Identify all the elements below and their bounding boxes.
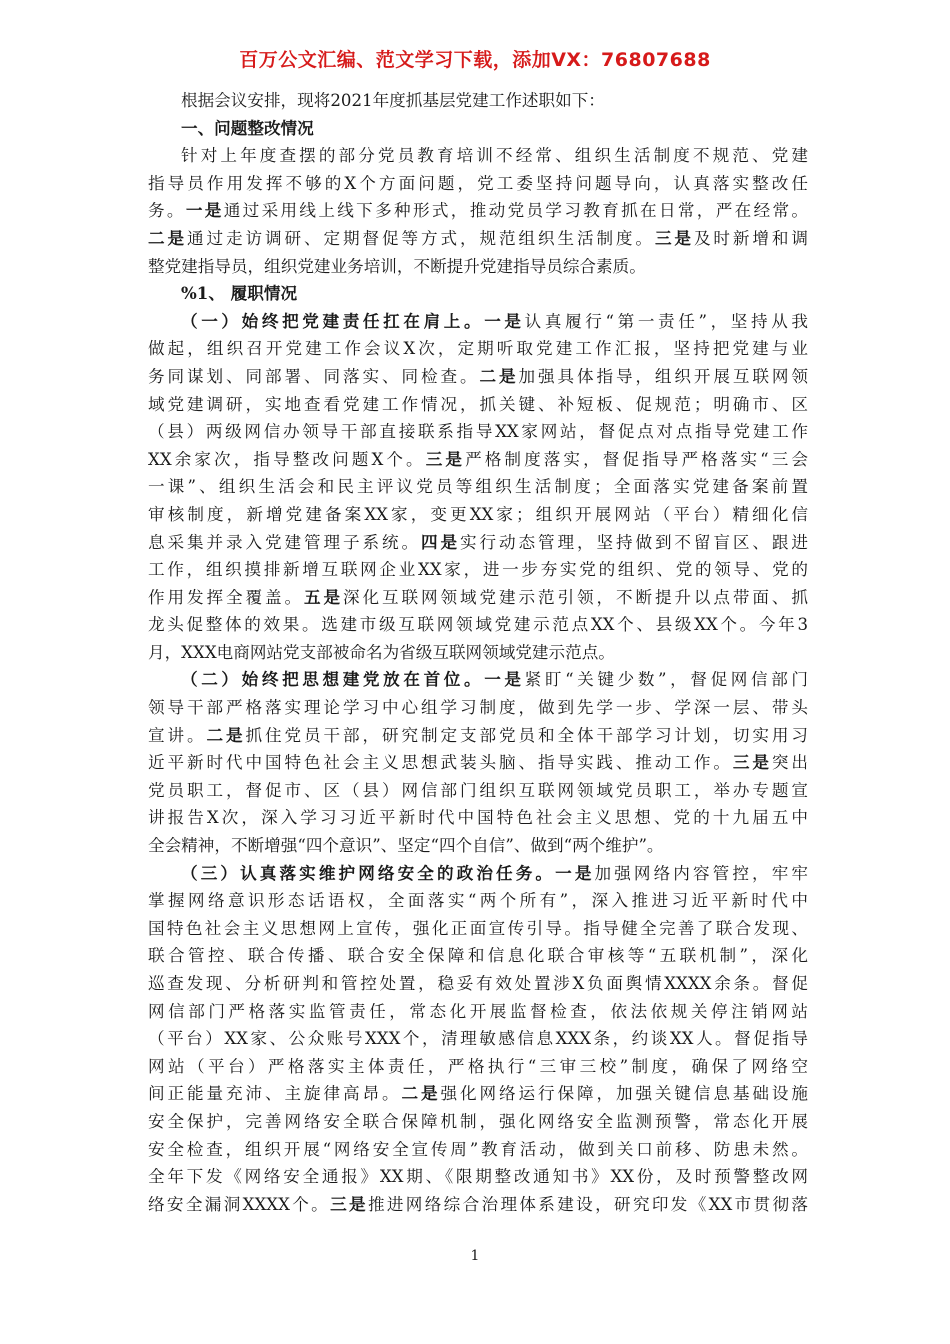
text-line	[148, 115, 808, 143]
text-span: 突出	[771, 753, 808, 773]
text-span: 近平新时代中国特色社会主义思想武装头脑、指导实践、推动工作。	[148, 753, 733, 773]
text-span: 间正能量充沛、主旋律高昂。	[148, 1084, 402, 1104]
text-span: 领导干部严格落实理论学习中心组学习制度，做到先学一步、学深一层、带头	[148, 698, 808, 718]
bold-text: 一、问题整改情况	[181, 117, 314, 138]
text-span: 工作，组织摸排新增互联网企业XX家，进一步夯实党的组织、党的领导、党的	[148, 560, 808, 580]
bold-text: 一是	[484, 669, 525, 690]
text-span: 一课”、组织生活会和民主评议党员等组织生活制度；全面落实党建备案前置	[148, 477, 808, 497]
text-line	[148, 1025, 808, 1053]
text-span: 作用发挥全覆盖。	[148, 587, 304, 607]
bold-text: 三是	[732, 752, 772, 773]
text-span: 龙头促整体的效果。选建市级互联网领域党建示范点XX个、县级XX个。今年3	[148, 615, 808, 635]
text-span: 审核制度，新增党建备案XX家，变更XX家；组织开展网站（平台）精细化信	[148, 504, 808, 524]
text-line	[148, 1080, 808, 1108]
text-span: 严格制度落实，督促指导严格落实“三会	[465, 449, 808, 469]
text-line	[148, 87, 808, 115]
bold-text: 三是	[330, 1193, 368, 1214]
text-line	[148, 1053, 808, 1081]
text-span: 域党建调研，实地查看党建工作情况，抓关键、补短板、促规范；明确市、区	[148, 394, 808, 414]
text-line	[148, 142, 808, 170]
text-span: 加强具体指导，组织开展互联网领	[518, 366, 808, 386]
text-span: 指导员作用发挥不够的X个方面问题，党工委坚持问题导向，认真落实整改任	[148, 173, 808, 193]
text-line	[148, 1163, 808, 1191]
text-span: 络安全漏洞XXXX个。	[148, 1194, 331, 1214]
bold-text: %1、 履职情况	[181, 283, 298, 304]
text-line	[148, 501, 808, 529]
text-span: （平台）XX家、公众账号XXX个，清理敏感信息XXX条，约谈XX人。督促指导	[148, 1029, 808, 1049]
text-span: 月，XXX电商网站党支部被命名为省级互联网领域党建示范点。	[148, 642, 615, 662]
text-span: 实行动态管理，坚持做到不留盲区、跟进	[459, 532, 808, 552]
text-line	[148, 363, 808, 391]
text-span: 党员职工，督促市、区（县）网信部门组织互联网领域党员职工，举办专题宣	[148, 780, 808, 800]
text-span: 通过走访调研、定期督促等方式，规范组织生活制度。	[187, 228, 655, 248]
text-span: 及时新增和调	[693, 228, 808, 248]
text-span: （县）两级网信办领导干部直接联系指导XX家网站，督促点对点指导党建工作	[148, 422, 808, 442]
text-span: 掌握网络意识形态话语权，全面落实“两个所有”，深入推进习近平新时代中	[148, 891, 808, 911]
text-line	[148, 308, 808, 336]
text-span: 认真履行“第一责任”，坚持从我	[524, 311, 808, 331]
bold-text: 一是	[185, 200, 224, 221]
text-span: 网信部门严格落实监管责任，常态化开展监督检查，依法依规关停注销网站	[148, 1001, 808, 1021]
text-line	[148, 225, 808, 253]
bold-text: 一是	[555, 862, 595, 883]
document-body	[148, 87, 808, 1218]
text-span: 针对上年度查摆的部分党员教育培训不经常、组织生活制度不规范、党建	[181, 146, 808, 166]
page-number: 1	[470, 1248, 480, 1264]
text-line	[148, 777, 808, 805]
text-span: XX余家次，指导整改问题X个。	[148, 449, 426, 469]
text-span: 紧盯“关键少数”，督促网信部门	[524, 670, 808, 690]
text-span: 深化互联网领域党建示范引领，不断提升以点带面、抓	[342, 587, 808, 607]
text-line	[148, 556, 808, 584]
bold-text: （二）始终把思想建党放在首位。	[181, 669, 485, 690]
text-line	[148, 749, 808, 777]
text-span: 强化网络运行保障，加强关键信息基础设施	[440, 1084, 808, 1104]
text-line	[148, 942, 808, 970]
text-line	[148, 253, 808, 281]
header-banner: 百万公文汇编、范文学习下载，添加VX：76807688	[239, 49, 711, 71]
text-span: 宣讲。	[148, 725, 207, 745]
text-line	[148, 335, 808, 363]
text-line	[148, 280, 808, 308]
text-span: 根据会议安排，现将2021年度抓基层党建工作述职如下：	[181, 91, 605, 110]
text-line	[148, 1191, 808, 1219]
bold-text: 三是	[425, 448, 466, 469]
text-line	[148, 694, 808, 722]
text-line	[148, 804, 808, 832]
bold-text: 一是	[484, 310, 525, 331]
text-line	[148, 584, 808, 612]
bold-text: 四是	[420, 531, 460, 552]
text-span: 抓住党员干部，研究制定支部党员和全体干部学习计划，切实用习	[245, 725, 808, 745]
text-span: 安全保护，完善网络安全联合保障机制，强化网络安全监测预警，常态化开展	[148, 1111, 808, 1131]
text-line	[148, 391, 808, 419]
text-line	[148, 998, 808, 1026]
text-line	[148, 1108, 808, 1136]
text-line	[148, 1136, 808, 1164]
text-line	[148, 418, 808, 446]
text-span: 加强网络内容管控，牢牢	[594, 863, 808, 883]
text-span: 通过采用线上线下多种形式，推动党员学习教育抓在日常，严在经常。	[223, 201, 808, 221]
text-line	[148, 639, 808, 667]
text-span: 务。	[148, 201, 186, 221]
text-span: 全会精神，不断增强“四个意识”、坚定“四个自信”、做到“两个维护”。	[148, 836, 664, 856]
text-span: 国特色社会主义思想网上宣传，强化正面宣传引导。指导健全完善了联合发现、	[148, 918, 808, 938]
text-line	[148, 473, 808, 501]
text-span: 务同谋划、同部署、同落实、同检查。	[148, 366, 480, 386]
bold-text: 三是	[654, 227, 694, 248]
text-span: 推进网络综合治理体系建设，研究印发《XX市贯彻落	[367, 1194, 808, 1214]
text-line	[148, 170, 808, 198]
text-line	[148, 446, 808, 474]
text-span: 全年下发《网络安全通报》XX期、《限期整改通知书》XX份，及时预警整改网	[148, 1167, 808, 1187]
text-span: 整党建指导员，组织党建业务培训，不断提升党建指导员综合素质。	[148, 256, 646, 276]
text-line	[148, 860, 808, 888]
text-span: 讲报告X次，深入学习习近平新时代中国特色社会主义思想、党的十九届五中	[148, 808, 808, 828]
bold-text: （三）认真落实维护网络安全的政治任务。	[181, 862, 556, 883]
bold-text: 二是	[479, 365, 519, 386]
bold-text: 五是	[303, 586, 343, 607]
text-span: 息采集并录入党建管理子系统。	[148, 532, 421, 552]
bold-text: 二是	[401, 1083, 441, 1104]
bold-text: 二是	[206, 724, 246, 745]
text-line	[148, 915, 808, 943]
text-line	[148, 666, 808, 694]
text-span: 做起，组织召开党建工作会议X次，定期听取党建工作汇报，坚持把党建与业	[148, 339, 808, 359]
text-span: 联合管控、联合传播、联合安全保障和信息化联合审核等“五联机制”，深化	[148, 946, 808, 966]
text-line	[148, 529, 808, 557]
text-span: 网站（平台）严格落实主体责任，严格执行“三审三校”制度，确保了网络空	[148, 1056, 808, 1076]
bold-text: （一）始终把党建责任扛在肩上。	[181, 310, 485, 331]
text-line	[148, 887, 808, 915]
text-line	[148, 611, 808, 639]
text-line	[148, 970, 808, 998]
text-span: 巡查发现、分析研判和管控处置，稳妥有效处置涉X负面舆情XXXX余条。督促	[148, 974, 808, 993]
text-line	[148, 197, 808, 225]
text-span: 安全检查，组织开展“网络安全宣传周”教育活动，做到关口前移、防患未然。	[148, 1139, 808, 1159]
bold-text: 二是	[148, 227, 187, 248]
text-line	[148, 832, 808, 860]
text-line	[148, 722, 808, 750]
